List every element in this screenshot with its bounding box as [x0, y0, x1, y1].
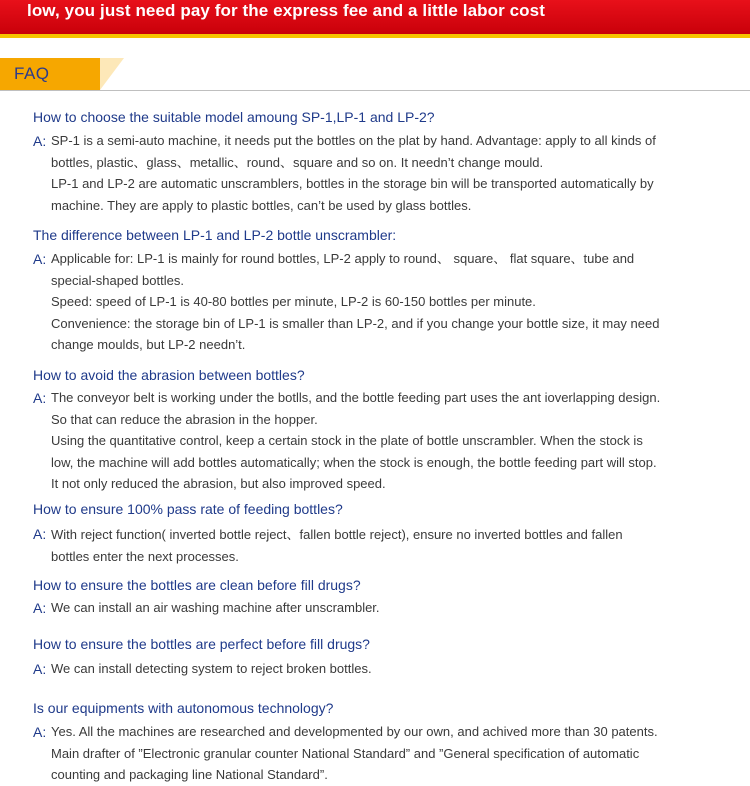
faq-question: How to ensure 100% pass rate of feeding bottles? — [33, 501, 343, 517]
answer-line: Yes. All the machines are researched and developmented by our own, and achived more than 30 patents. — [51, 724, 658, 739]
answer-line: It not only reduced the abrasion, but also improved speed. — [51, 476, 386, 491]
answer-mark: A: — [33, 600, 47, 616]
answer-line: With reject function( inverted bottle reject、fallen bottle reject), ensure no inverted bottles and fallen — [51, 527, 623, 542]
answer-mark: A: — [33, 133, 47, 149]
faq-answer — [51, 658, 746, 680]
answer-mark: A: — [33, 390, 47, 406]
faq-tab — [0, 58, 100, 90]
answer-mark: A: — [33, 724, 47, 740]
faq-tab-corner — [100, 58, 124, 90]
faq-answer — [51, 597, 746, 619]
faq-question: How to ensure the bottles are perfect before fill drugs? — [33, 636, 370, 652]
answer-line: change moulds, but LP-2 needn’t. — [51, 337, 246, 352]
faq-answer — [51, 387, 746, 495]
answer-mark: A: — [33, 661, 47, 677]
faq-question: Is our equipments with autonomous technology? — [33, 700, 334, 716]
faq-question: How to choose the suitable model amoung SP-1,LP-1 and LP-2? — [33, 109, 435, 125]
answer-line: bottles, plastic、glass、metallic、round、square and so on. It needn’t change mould. — [51, 154, 544, 170]
answer-line: Using the quantitative control, keep a certain stock in the plate of bottle unscrambler. When the stock is — [51, 433, 643, 448]
answer-mark: A: — [33, 251, 47, 267]
answer-line: LP-1 and LP-2 are automatic unscramblers, bottles in the storage bin will be transported automatically by — [51, 176, 654, 191]
faq-question: How to ensure the bottles are clean before fill drugs? — [33, 577, 361, 593]
faq-answer — [51, 248, 746, 356]
faq-tab-label: FAQ — [14, 64, 50, 83]
faq-divider — [0, 90, 750, 91]
faq-answer — [51, 721, 746, 786]
top-banner — [0, 0, 750, 38]
answer-line: special-shaped bottles. — [51, 272, 184, 288]
faq-answer — [51, 524, 746, 567]
faq-answer — [51, 130, 746, 216]
answer-line: Speed: speed of LP-1 is 40-80 bottles per minute, LP-2 is 60-150 bottles per minute. — [51, 294, 536, 309]
answer-line: We can install detecting system to reject broken bottles. — [51, 661, 372, 676]
faq-question: How to avoid the abrasion between bottles? — [33, 367, 305, 383]
answer-line: low, the machine will add bottles automatically; when the stock is enough, the bottle feeding part will stop. — [51, 454, 657, 470]
banner-text: low, you just need pay for the express fee and a little labor cost — [27, 1, 545, 20]
answer-line: So that can reduce the abrasion in the hopper. — [51, 411, 318, 427]
answer-line: machine. They are apply to plastic bottles, can’t be used by glass bottles. — [51, 197, 472, 213]
answer-line: Convenience: the storage bin of LP-1 is smaller than LP-2, and if you change your bottle size, it may need — [51, 315, 660, 331]
answer-line: bottles enter the next processes. — [51, 548, 239, 564]
answer-line: We can install an air washing machine after unscrambler. — [51, 600, 380, 615]
answer-line: The conveyor belt is working under the botlls, and the bottle feeding part uses the ant ioverlapping design. — [51, 390, 661, 405]
faq-question: The difference between LP-1 and LP-2 bottle unscrambler: — [33, 227, 397, 243]
answer-line: Applicable for: LP-1 is mainly for round bottles, LP-2 apply to round、 square、 flat square、tube and — [51, 251, 635, 266]
answer-line: Main drafter of ”Electronic granular counter National Standard” and ”General specification of automatic — [51, 745, 640, 761]
answer-line: counting and packaging line National Standard”. — [51, 767, 328, 782]
answer-mark: A: — [33, 526, 47, 542]
answer-line: SP-1 is a semi-auto machine, it needs put the bottles on the plat by hand. Advantage: apply to all kinds of — [51, 133, 656, 148]
